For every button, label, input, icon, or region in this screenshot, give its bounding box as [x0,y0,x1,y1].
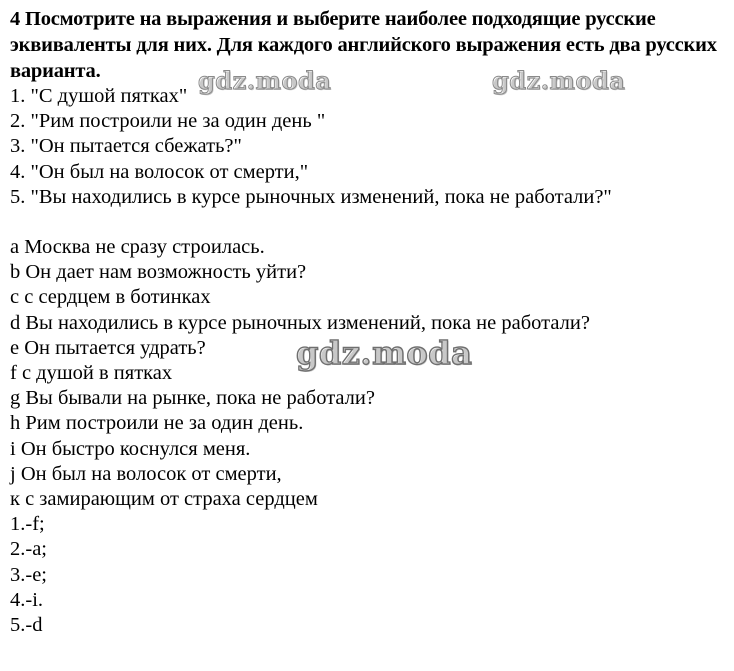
phrases-list [10,84,726,210]
watermark: gdz.moda [296,334,473,372]
document-page [10,6,726,638]
answer-item: 4.-i. [10,588,44,611]
option-item: c с сердцем в ботинках [10,286,211,309]
options-list [10,235,726,512]
option-item: f с душой в пятках [10,362,173,385]
option-item: i Он быстро коснулся меня. [10,437,251,460]
watermark: gdz.moda [198,66,332,95]
task-heading: 4 Посмотрите на выражения и выберите наиболее подходящие русские эквиваленты для них. Для каждого английского выражения есть два русских варианта. [10,8,717,82]
option-item: j Он был на волосок от смерти, [10,462,282,485]
answers-list [10,512,726,638]
option-item: h Рим построили не за один день. [10,412,304,435]
option-item: d Вы находились в курсе рыночных изменений, пока не работали? [10,311,590,334]
phrase-item: 1. "С душой пятках" [10,85,188,107]
option-item: a Москва не сразу строилась. [10,236,265,259]
phrase-item: 2. "Рим построили не за один день " [10,110,326,133]
answer-item: 5.-d [10,614,43,637]
phrase-item: 4. "Он был на волосок от смерти," [10,160,309,183]
answer-item: 2.-a; [10,538,47,561]
phrase-item: 3. "Он пытается сбежать?" [10,135,242,158]
spacer [10,210,726,235]
answer-item: 1.-f; [10,513,45,536]
phrase-item: 5. "Вы находились в курсе рыночных изменений, пока не работали?" [10,185,612,208]
option-item: к с замирающим от страха сердцем [10,488,318,511]
option-item: b Он дает нам возможность уйти? [10,261,307,284]
answer-item: 3.-e; [10,563,47,586]
option-item: e Он пытается удрать? [10,336,206,359]
watermark: gdz.moda [492,66,626,95]
option-item: g Вы бывали на рынке, пока не работали? [10,387,375,410]
